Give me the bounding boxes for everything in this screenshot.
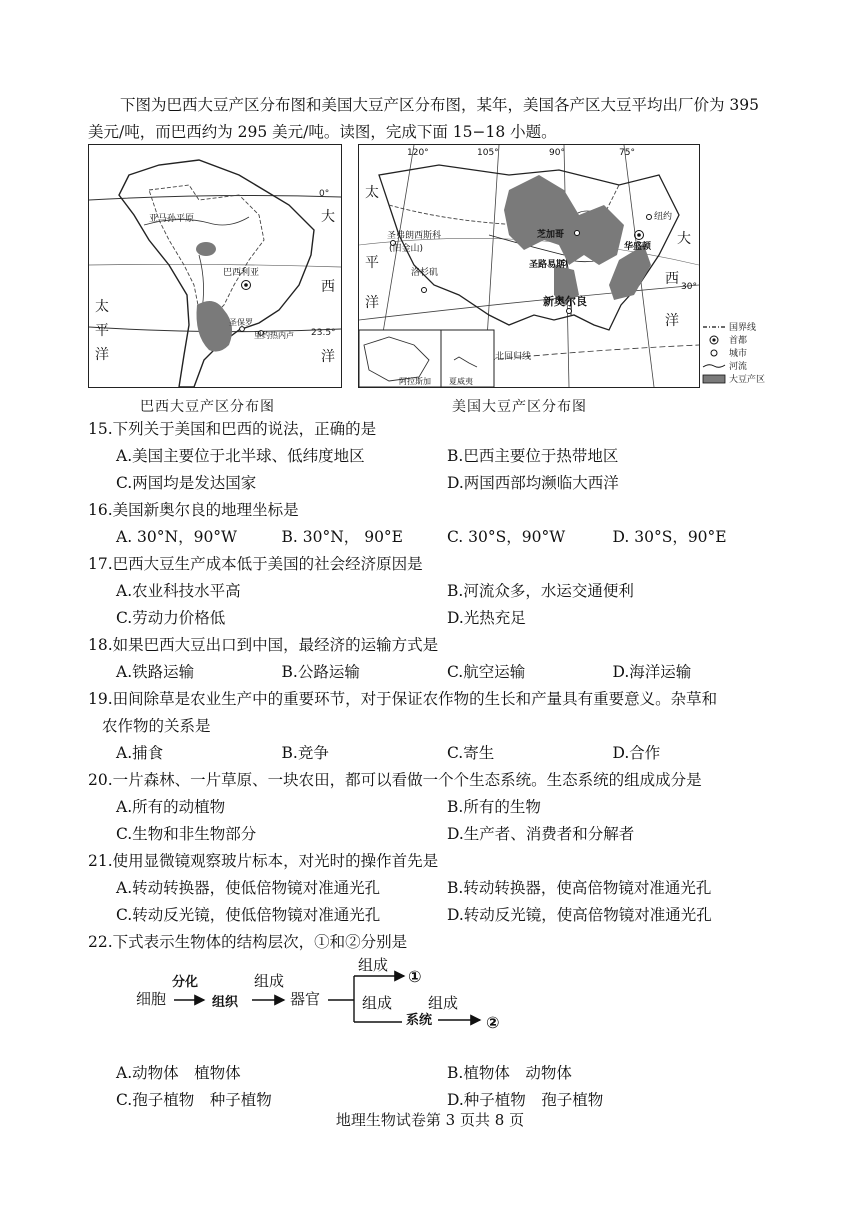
maps-figure bbox=[88, 144, 778, 388]
page-footer: 地理生物试卷第 3 页共 8 页 bbox=[335, 1111, 525, 1129]
legend-row-river bbox=[702, 359, 778, 372]
brazil-map-caption: 巴西大豆产区分布图 bbox=[140, 399, 275, 415]
question-21-options-row2 bbox=[88, 902, 778, 929]
flow-cell: 细胞 bbox=[136, 990, 167, 1008]
question-17-option-c[interactable]: C.劳动力价格低 bbox=[116, 609, 226, 627]
question-21-option-c[interactable]: C.转动反光镜，使低倍物镜对准通光孔 bbox=[116, 906, 381, 924]
chicago-label: 芝加哥 bbox=[537, 230, 565, 240]
question-22-options-row1 bbox=[88, 1060, 778, 1087]
us-atlantic-label-3: 洋 bbox=[665, 313, 679, 329]
equator-label: 0° bbox=[319, 189, 330, 199]
question-18-option-d[interactable]: D.海洋运输 bbox=[612, 663, 692, 681]
alaska-label: 阿拉斯加 bbox=[399, 377, 431, 386]
capital-symbol-icon bbox=[702, 335, 726, 345]
question-15-option-a[interactable]: A.美国主要位于北半球、低纬度地区 bbox=[116, 447, 365, 465]
question-18-option-c[interactable]: C.航空运输 bbox=[447, 663, 526, 681]
question-15-stem: 15.下列关于美国和巴西的说法，正确的是 bbox=[88, 420, 377, 438]
question-19-options bbox=[88, 740, 778, 767]
flow-differentiate: 分化 bbox=[172, 975, 199, 990]
legend-label-border: 国界线 bbox=[729, 323, 757, 333]
amazon-label: 亚马孙平原 bbox=[149, 214, 195, 224]
question-18-option-b[interactable]: B.公路运输 bbox=[281, 663, 360, 681]
tropic-label: 23.5° bbox=[311, 328, 336, 338]
soybean-area-icon bbox=[702, 374, 726, 384]
question-19-stem-cont: 农作物的关系是 bbox=[102, 717, 211, 735]
legend-label-soybean: 大豆产区 bbox=[729, 375, 766, 385]
question-17-options-row1 bbox=[88, 578, 778, 605]
saopaulo-label: 圣保罗 bbox=[229, 318, 253, 327]
pacific-label-3: 洋 bbox=[95, 347, 109, 363]
legend-row-border bbox=[702, 320, 778, 333]
legend-label-river: 河流 bbox=[729, 362, 748, 372]
question-list bbox=[88, 416, 778, 1114]
map-legend bbox=[702, 320, 778, 385]
question-18-option-a[interactable]: A.铁路运输 bbox=[116, 663, 195, 681]
question-22-stem: 22.下式表示生物体的结构层次，①和②分别是 bbox=[88, 933, 408, 951]
question-16-option-a[interactable]: A. 30°N，90°W bbox=[116, 528, 237, 546]
question-17-options-row2 bbox=[88, 605, 778, 632]
lon75-label: 75° bbox=[619, 148, 635, 158]
pacific-label-2: 平 bbox=[95, 323, 109, 339]
us-map-graphic bbox=[359, 145, 699, 387]
legend-row-capital bbox=[702, 333, 778, 346]
question-19-option-b[interactable]: B.竞争 bbox=[281, 744, 329, 762]
us-soybean-map bbox=[358, 144, 700, 388]
question-21-options-row1 bbox=[88, 875, 778, 902]
question-15-option-c[interactable]: C.两国均是发达国家 bbox=[116, 474, 257, 492]
us-map-caption: 美国大豆产区分布图 bbox=[452, 399, 587, 415]
flow-compose-4: 组成 bbox=[428, 994, 459, 1012]
brazil-soybean-map bbox=[88, 144, 342, 388]
intro-text: 下图为巴西大豆产区分布图和美国大豆产区分布图，某年，美国各产区大豆平均出厂价为 395 美元/吨，而巴西约为 295 美元/吨。读图，完成下面 15−18 小题。 bbox=[88, 96, 760, 141]
question-16-options bbox=[88, 524, 778, 551]
question-17-stem: 17.巴西大豆生产成本低于美国的社会经济原因是 bbox=[88, 555, 423, 573]
question-21-option-a[interactable]: A.转动转换器，使低倍物镜对准通光孔 bbox=[116, 879, 381, 897]
river-line-icon bbox=[702, 361, 726, 371]
question-19-option-d[interactable]: D.合作 bbox=[612, 744, 661, 762]
question-21-stem: 21.使用显微镜观察玻片标本，对光时的操作首先是 bbox=[88, 852, 439, 870]
la-label: 洛杉矶 bbox=[411, 268, 439, 278]
border-line-icon bbox=[702, 322, 726, 332]
atlantic-label-1: 大 bbox=[321, 209, 335, 225]
lon105-label: 105° bbox=[477, 148, 499, 158]
question-19-option-c[interactable]: C.寄生 bbox=[447, 744, 495, 762]
flow-compose-1: 组成 bbox=[254, 972, 285, 990]
tropic-label-us: 北回归线 bbox=[495, 352, 532, 362]
legend-label-city: 城市 bbox=[729, 349, 748, 359]
question-20-options-row1 bbox=[88, 794, 778, 821]
lon120-label: 120° bbox=[407, 148, 429, 158]
question-18-options bbox=[88, 659, 778, 686]
question-16-option-b[interactable]: B. 30°N， 90°E bbox=[281, 528, 403, 546]
us-pacific-label-3: 洋 bbox=[365, 295, 379, 311]
sf-label: 圣弗朗西斯科 bbox=[387, 231, 442, 241]
structure-level-diagram bbox=[132, 956, 778, 1060]
pacific-label-1: 太 bbox=[95, 299, 109, 315]
question-20-stem: 20.一片森林、一片草原、一块农田，都可以看做一个个生态系统。生态系统的组成成分是 bbox=[88, 771, 702, 789]
flow-system: 系统 bbox=[406, 1013, 433, 1028]
question-17-option-a[interactable]: A.农业科技水平高 bbox=[116, 582, 241, 600]
question-22-option-b[interactable]: B.植物体 动物体 bbox=[447, 1064, 572, 1082]
question-19-stem: 19.田间除草是农业生产中的重要环节，对于保证农作物的生长和产量具有重要意义。杂草和 bbox=[88, 690, 718, 708]
structure-flow-graphic bbox=[132, 956, 552, 1060]
question-20-option-c[interactable]: C.生物和非生物部分 bbox=[116, 825, 257, 843]
newyork-label: 纽约 bbox=[654, 212, 673, 222]
rio-label: 里约热内卢 bbox=[254, 331, 294, 340]
us-pacific-label-1: 太 bbox=[365, 185, 379, 201]
question-20-option-d[interactable]: D.生产者、消费者和分解者 bbox=[447, 825, 635, 843]
question-15-options-row1 bbox=[88, 443, 778, 470]
question-15-option-d[interactable]: D.两国西部均濒临大西洋 bbox=[447, 474, 619, 492]
question-22-option-a[interactable]: A.动物体 植物体 bbox=[116, 1064, 241, 1082]
flow-circle-2: ② bbox=[486, 1013, 500, 1032]
lat30-label: 30° bbox=[681, 282, 697, 292]
intro-paragraph bbox=[88, 92, 778, 146]
question-15-options-row2 bbox=[88, 470, 778, 497]
question-19-option-a[interactable]: A.捕食 bbox=[116, 744, 164, 762]
question-18-stem: 18.如果巴西大豆出口到中国，最经济的运输方式是 bbox=[88, 636, 439, 654]
legend-label-capital: 首都 bbox=[729, 336, 748, 346]
question-16-option-c[interactable]: C. 30°S，90°W bbox=[447, 528, 566, 546]
question-15-option-b[interactable]: B.巴西主要位于热带地区 bbox=[447, 447, 619, 465]
flow-organ: 器官 bbox=[290, 990, 321, 1008]
flow-circle-1: ① bbox=[408, 967, 422, 986]
question-20-option-a[interactable]: A.所有的动植物 bbox=[116, 798, 226, 816]
flow-compose-2: 组成 bbox=[358, 956, 389, 974]
brasilia-label: 巴西利亚 bbox=[223, 268, 260, 278]
stlouis-label: 圣路易斯 bbox=[529, 260, 566, 270]
flow-compose-3: 组成 bbox=[362, 994, 393, 1012]
legend-row-city bbox=[702, 346, 778, 359]
city-symbol-icon bbox=[702, 348, 726, 358]
lon90-label: 90° bbox=[549, 148, 565, 158]
question-17-option-b[interactable]: B.河流众多，水运交通便利 bbox=[447, 582, 634, 600]
question-16-option-d[interactable]: D. 30°S，90°E bbox=[612, 528, 727, 546]
question-21-option-d[interactable]: D.转动反光镜，使高倍物镜对准通光孔 bbox=[447, 906, 712, 924]
question-20-options-row2 bbox=[88, 821, 778, 848]
dc-label: 华盛顿 bbox=[624, 242, 652, 252]
us-pacific-label-2: 平 bbox=[365, 255, 379, 271]
question-20-option-b[interactable]: B.所有的生物 bbox=[447, 798, 541, 816]
question-16-stem: 16.美国新奥尔良的地理坐标是 bbox=[88, 501, 299, 519]
sf-label-2: (旧金山) bbox=[389, 244, 424, 254]
question-17-option-d[interactable]: D.光热充足 bbox=[447, 609, 526, 627]
us-atlantic-label-1: 大 bbox=[677, 231, 691, 247]
neworleans-label: 新奥尔良 bbox=[543, 295, 587, 308]
legend-row-soybean bbox=[702, 372, 778, 385]
us-atlantic-label-2: 西 bbox=[665, 271, 679, 287]
question-22-option-c[interactable]: C.孢子植物 种子植物 bbox=[116, 1091, 272, 1109]
question-21-option-b[interactable]: B.转动转换器，使高倍物镜对准通光孔 bbox=[447, 879, 712, 897]
atlantic-label-3: 洋 bbox=[321, 349, 335, 365]
question-22-option-d[interactable]: D.种子植物 孢子植物 bbox=[447, 1091, 604, 1109]
atlantic-label-2: 西 bbox=[321, 279, 335, 295]
brazil-map-graphic bbox=[89, 145, 341, 387]
flow-tissue: 组织 bbox=[212, 995, 239, 1010]
hawaii-label: 夏威夷 bbox=[449, 377, 473, 386]
